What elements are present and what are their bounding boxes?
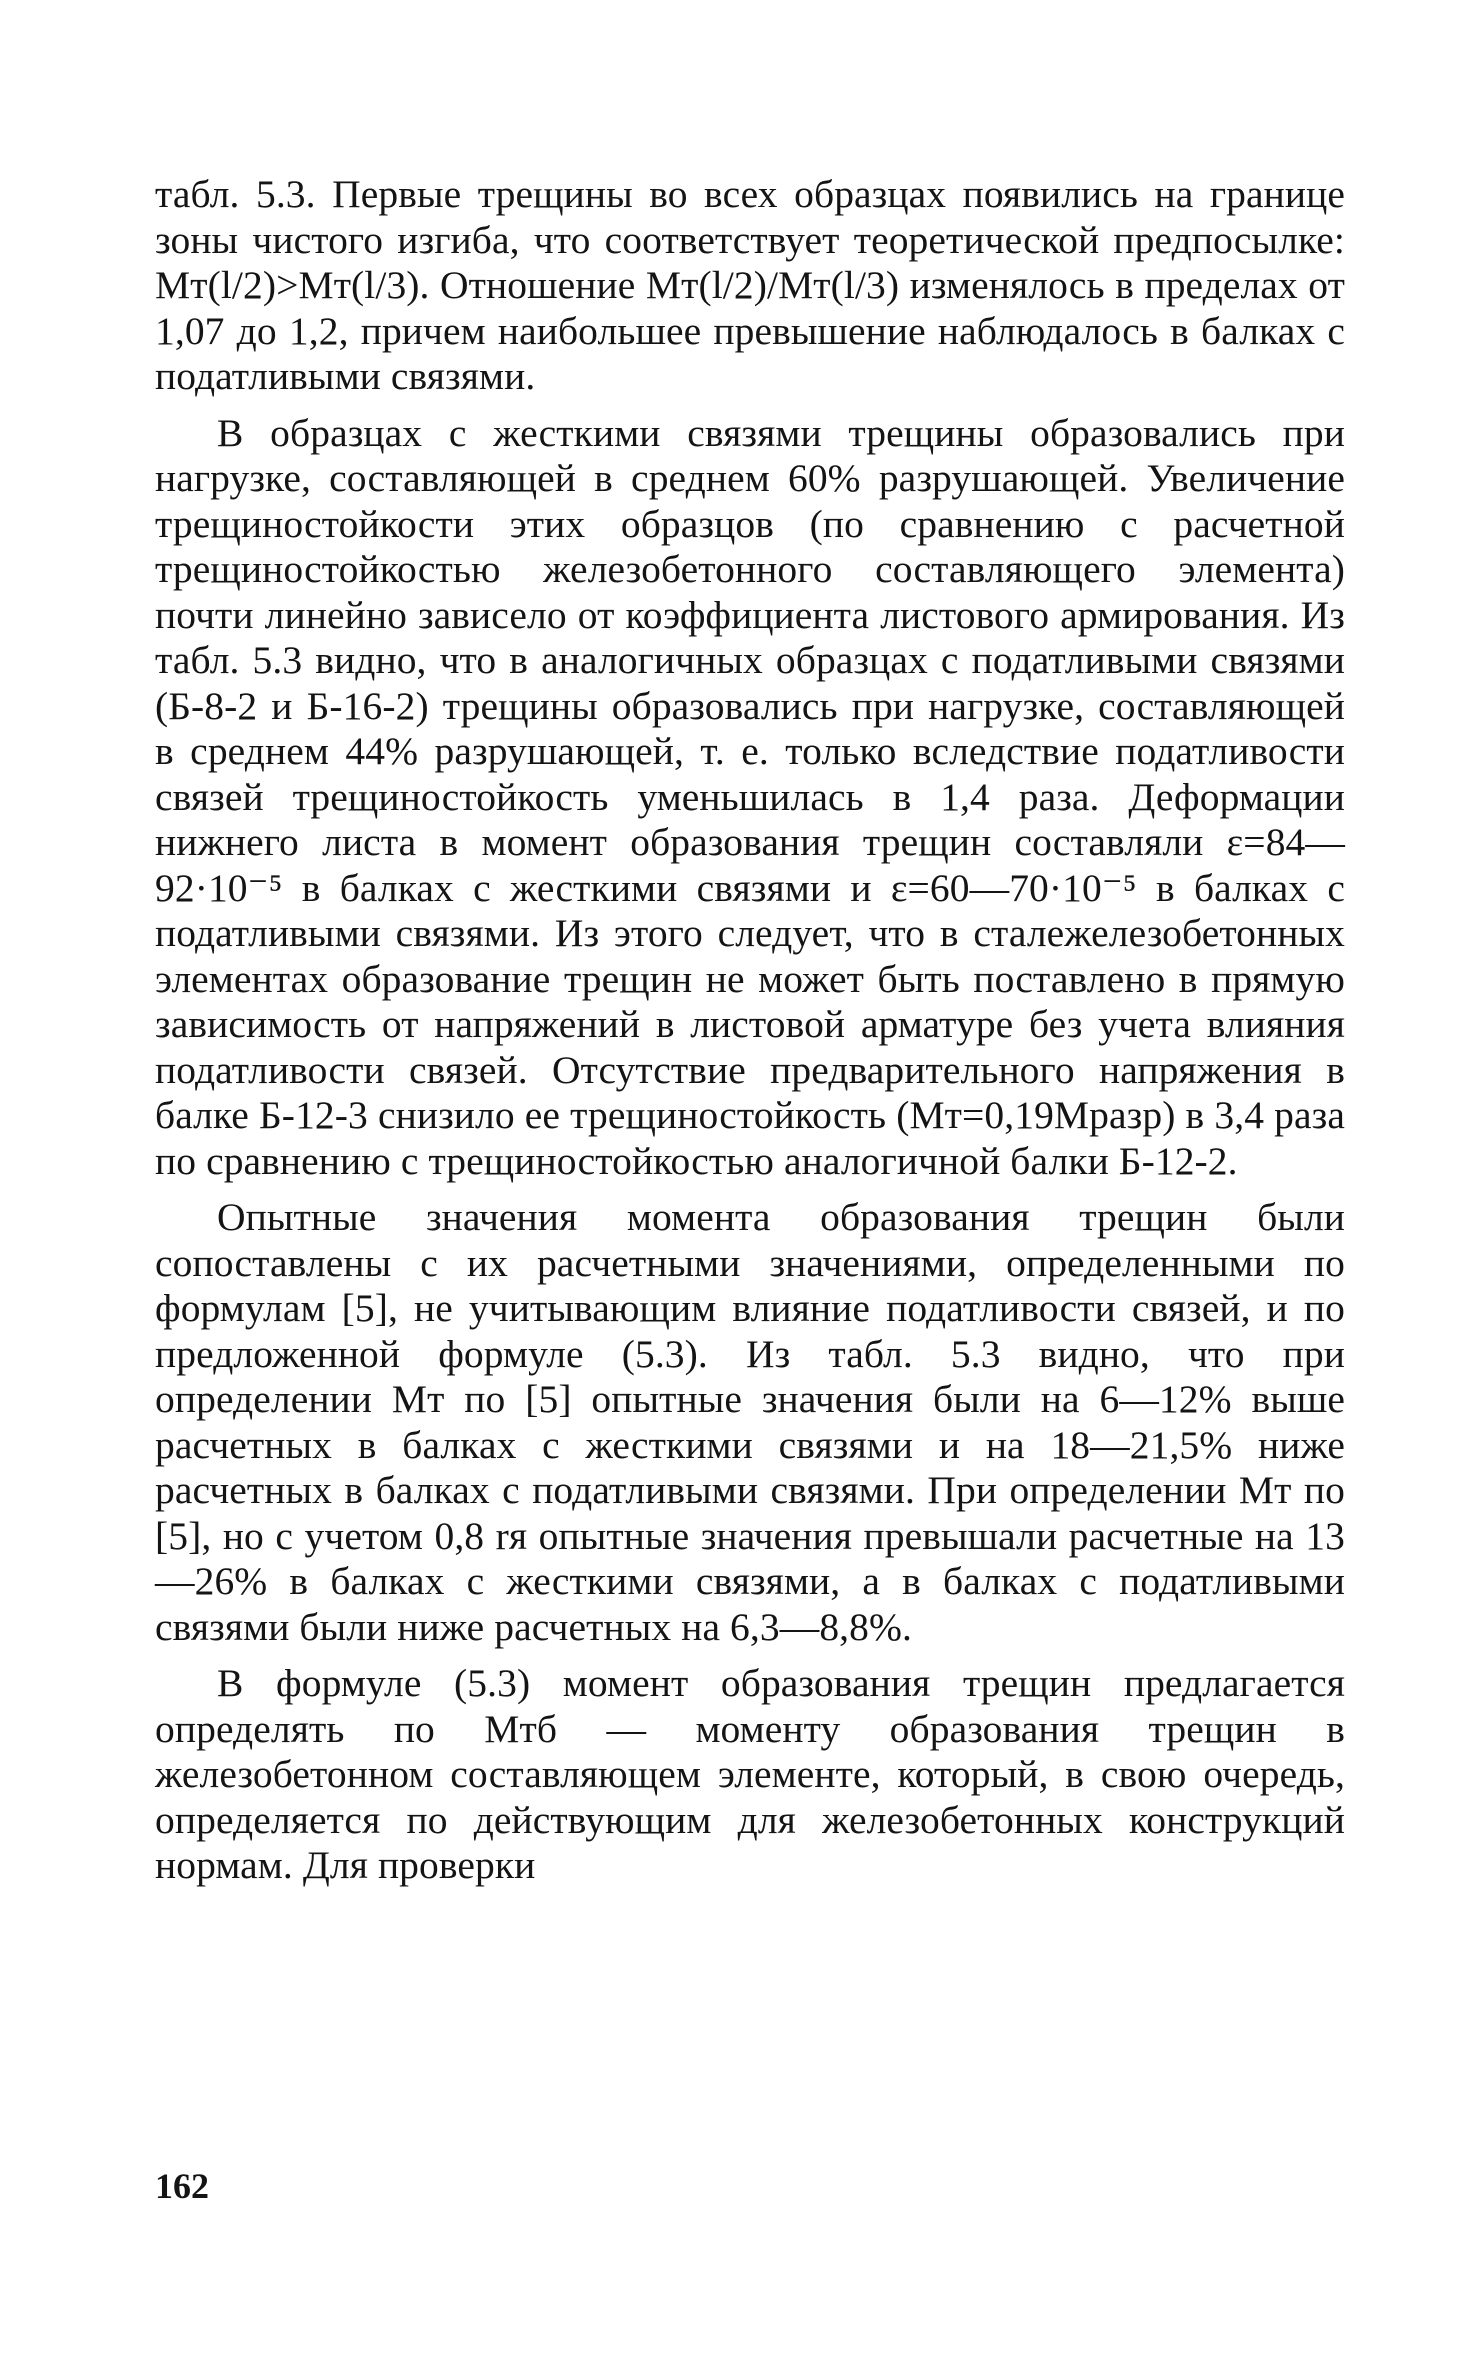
paragraph-2: В образцах с жесткими связями трещины образовались при нагрузке, составляющей в среднем 60% разрушающей. Увеличение трещиностойкости этих образцов (по сравнению с расчетной трещиностойкостью железобетонного составляющего элемента) почти линейно зависело от коэффициента листового армирования. Из табл. 5.3 видно, что в аналогичных образцах с податливыми связями (Б-8-2 и Б-16-2) трещины образовались при нагрузке, составляющей в среднем 44% разрушающей, т. е. только вследствие податливости связей трещиностойкость уменьшилась в 1,4 раза. Деформации нижнего листа в момент образования трещин составляли ε=84—92·10⁻⁵ в балках с жесткими связями и ε=60—70·10⁻⁵ в балках с податливыми связями. Из этого следует, что в сталежелезобетонных элементах образование трещин не может быть поставлено в прямую зависимость от напряжений в листовой арматуре без учета влияния податливости связей. Отсутствие предварительного напряжения в балке Б-12-3 снизило ее трещиностойкость (Mт=0,19Mразр) в 3,4 раза по сравнению с трещиностойкостью аналогичной балки Б-12-2. [155,410,1345,1183]
paragraph-3: Опытные значения момента образования трещин были сопоставлены с их расчетными значениями, определенными по формулам [5], не учитывающим влияние податливости связей, и по предложенной формуле (5.3). Из табл. 5.3 видно, что при определении Mт по [5] опытные значения были на 6—12% выше расчетных в балках с жесткими связями и на 18—21,5% ниже расчетных в балках с податливыми связями. При определении Mт по [5], но с учетом 0,8 rя опытные значения превышали расчетные на 13—26% в балках с жесткими связями, а в балках с податливыми связями были ниже расчетных на 6,3—8,8%. [155,1195,1345,1649]
paragraph-1: табл. 5.3. Первые трещины во всех образцах появились на границе зоны чистого изгиба, что соответствует теоретической предпосылке: Mт(l/2)>Mт(l/3). Отношение Mт(l/2)/Mт(l/3) изменялось в пределах от 1,07 до 1,2, причем наибольшее превышение наблюдалось в балках с податливыми связями. [155,172,1345,398]
paragraph-4: В формуле (5.3) момент образования трещин предлагается определять по Mтб — моменту образования трещин в железобетонном составляющем элементе, который, в свою очередь, определяется по действующим для железобетонных конструкций нормам. Для проверки [155,1661,1345,1887]
page-body [155,172,1345,1900]
page-number: 162 [155,2166,209,2206]
